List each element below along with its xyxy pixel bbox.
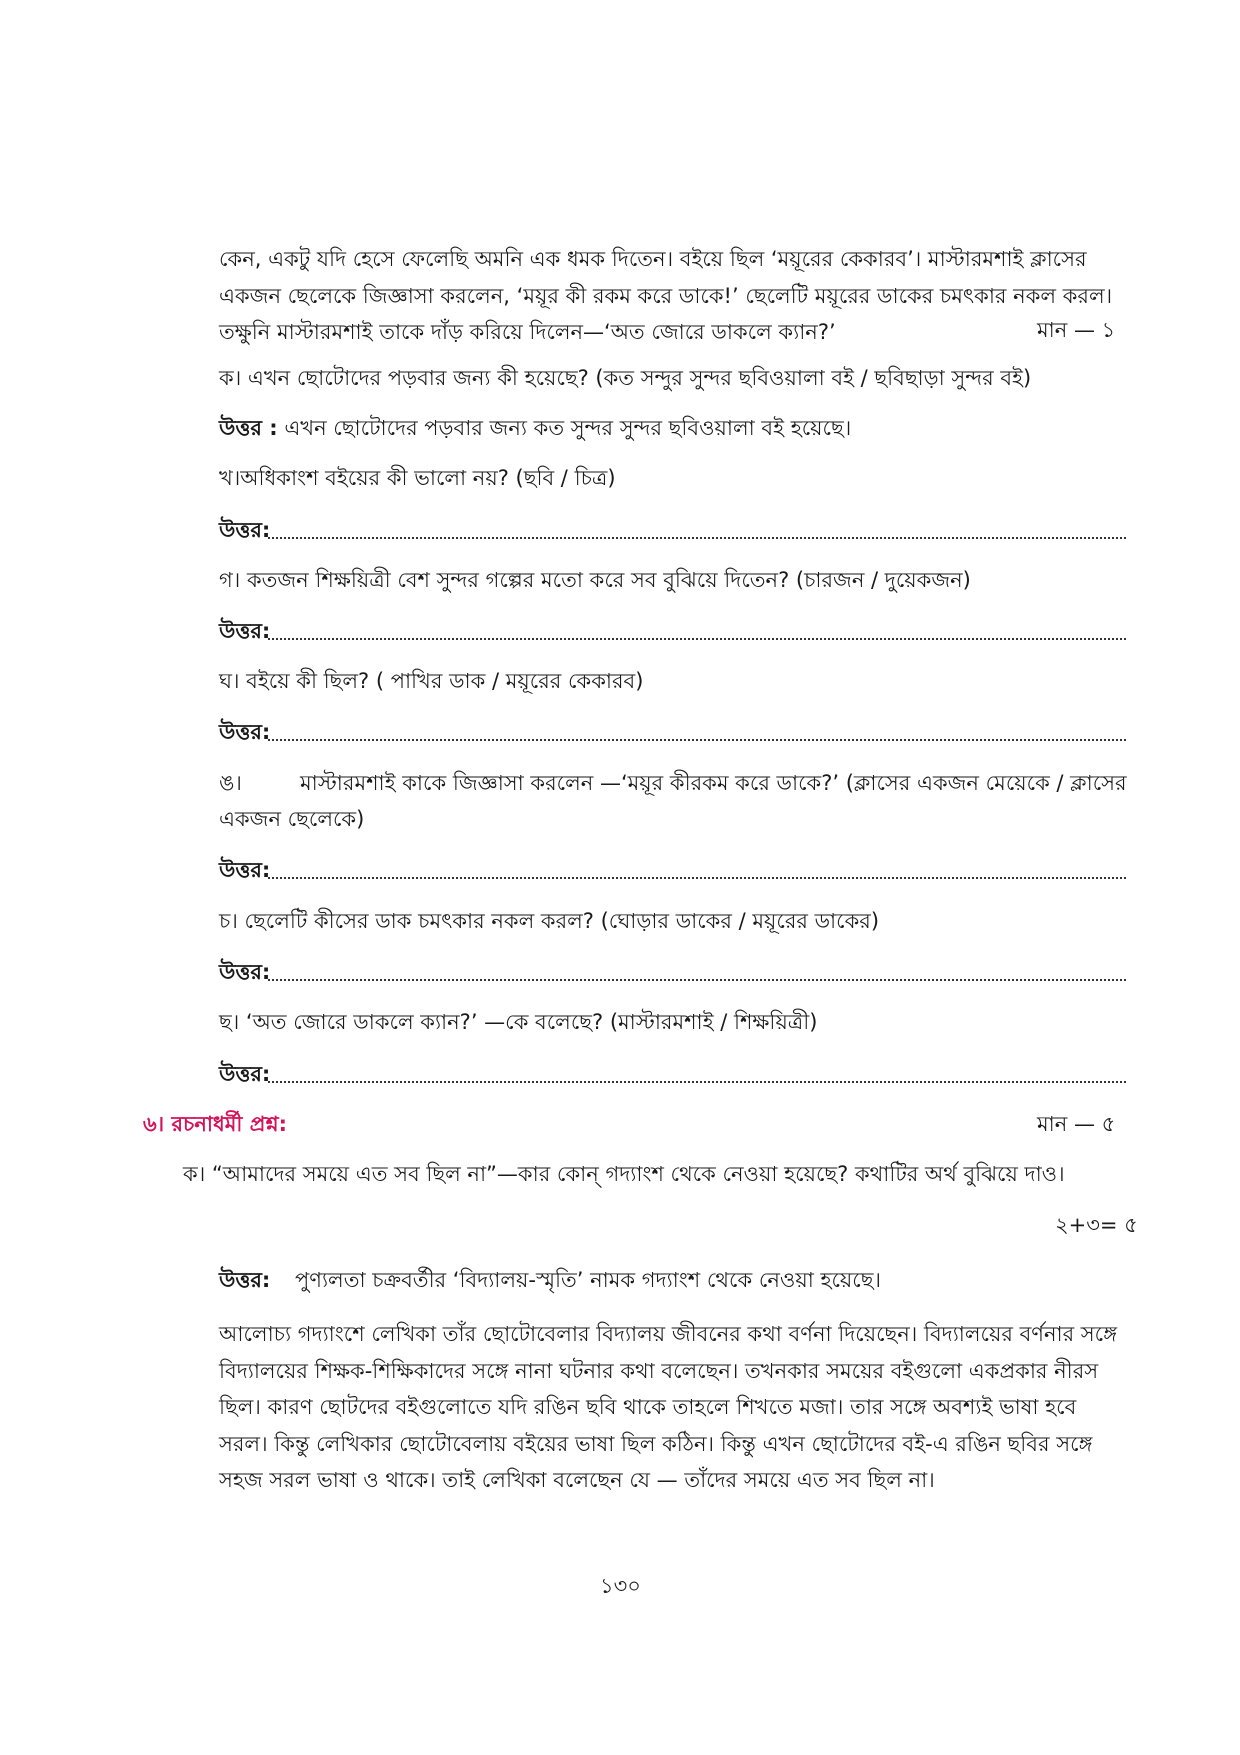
answer-blank-line	[268, 739, 1126, 741]
answer-label: উত্তর :	[219, 416, 278, 440]
answer-label: উত্তর:	[219, 858, 271, 882]
question-ga: গ। কতজন শিক্ষয়িত্রী বেশ সুন্দর গল্পের মতো করে সব বুঝিয়ে দিতেন? (চারজন / দুয়েকজন)	[219, 568, 971, 592]
answer-label: উত্তর:	[219, 1062, 271, 1086]
question-cha: চ। ছেলেটি কীসের ডাক চমৎকার নকল করল? (ঘোড়ার ডাকের / ময়ূরের ডাকের)	[219, 909, 880, 933]
answer-label: উত্তর:	[219, 720, 271, 744]
split-marks: ২+৩= ৫	[1055, 1213, 1138, 1237]
passage-line: তক্ষুনি মাস্টারমশাই তাকে দাঁড় করিয়ে দিলেন—‘অত জোরে ডাকলে ক্যান?’	[219, 320, 836, 344]
question-uma-number: ঙ।	[219, 771, 242, 795]
passage-line: কেন, একটু যদি হেসে ফেলেছি অমনি এক ধমক দিতেন। বইয়ে ছিল ‘ময়ূরের কেকারব’। মাস্টারমশাই ক্লাসের	[219, 247, 1087, 271]
essay-line: বিদ্যালয়ের শিক্ষক-শিক্ষিকাদের সঙ্গে নানা ঘটনার কথা বলেছেন। তখনকার সময়ের বইগুলো একপ্রকার নীরস	[219, 1358, 1099, 1383]
answer-label: উত্তর:	[219, 960, 271, 984]
section-heading: ৬। রচনাধর্মী প্রশ্ন:	[143, 1112, 288, 1136]
page-number: ১৩০	[600, 1574, 641, 1598]
answer-blank-line	[268, 537, 1126, 539]
question-kha: খ।অধিকাংশ বইয়ের কী ভালো নয়? (ছবি / চিত্র)	[219, 466, 616, 490]
essay-question: ক। “আমাদের সময়ে এত সব ছিল না”—কার কোন্ গদ্যাংশ থেকে নেওয়া হয়েছে? কথাটির অর্থ বুঝিয়ে দাও।	[183, 1162, 1065, 1186]
answer-blank-line	[268, 979, 1126, 981]
essay-line: আলোচ্য গদ্যাংশে লেখিকা তাঁর ছোটোবেলার বিদ্যালয় জীবনের কথা বর্ণনা দিয়েছেন। বিদ্যালয়ের বর্ণনার সঙ্গে	[219, 1322, 1118, 1346]
passage-line: একজন ছেলেকে জিজ্ঞাসা করলেন, ‘ময়ূর কী রকম করে ডাকে!’ ছেলেটি ময়ূরের ডাকের চমৎকার নকল করল।	[219, 283, 1113, 308]
marks-label: মান — ১	[1037, 318, 1116, 342]
answer-blank-line	[268, 638, 1126, 640]
answer-text: পুণ্যলতা চক্রবর্তীর ‘বিদ্যালয়-স্মৃতি’ নামক গদ্যাংশ থেকে নেওয়া হয়েছে।	[295, 1268, 881, 1292]
passage	[219, 241, 1127, 351]
question-uma: মাস্টারমশাই কাকে জিজ্ঞাসা করলেন —‘ময়ূর কীরকম করে ডাকে?’ (ক্লাসের একজন মেয়েকে / ক্লাসের	[300, 771, 1127, 795]
question-ka: ক। এখন ছোটোদের পড়বার জন্য কী হয়েছে? (কত সন্দুর সুন্দর ছবিওয়ালা বই / ছবিছাড়া সুন্দর বই)	[219, 366, 1032, 390]
essay-answer-first	[219, 1268, 881, 1293]
question-gha: ঘ। বইয়ে কী ছিল? ( পাখির ডাক / ময়ূরের কেকারব)	[219, 669, 644, 693]
essay-answer-body	[219, 1316, 1129, 1499]
answer-blank-line	[268, 1081, 1126, 1083]
essay-line: সহজ সরল ভাষা ও থাকে। তাই লেখিকা বলেছেন যে — তাঁদের সময়ে এত সব ছিল না।	[219, 1468, 935, 1492]
essay-line: ছিল। কারণ ছোটদের বইগুলোতে যদি রঙিন ছবি থাকে তাহলে শিখতে মজা। তার সঙ্গে অবশ্যই ভাষা হবে	[219, 1395, 1077, 1419]
essay-line: সরল। কিন্তু লেখিকার ছোটোবেলায় বইয়ের ভাষা ছিল কঠিন। কিন্তু এখন ছোটোদের বই-এ রঙিন ছবির সঙ্গে	[219, 1431, 1093, 1456]
answer-text: এখন ছোটোদের পড়বার জন্য কত সুন্দর সুন্দর ছবিওয়ালা বই হয়েছে।	[284, 416, 852, 440]
question-chha: ছ। ‘অত জোরে ডাকলে ক্যান?’ —কে বলেছে? (মাস্টারমশাই / শিক্ষয়িত্রী)	[219, 1010, 818, 1034]
answer-label: উত্তর:	[219, 619, 271, 643]
answer-ka	[219, 416, 851, 441]
answer-label: উত্তর:	[219, 518, 271, 542]
answer-blank-line	[268, 877, 1126, 879]
marks-label: মান — ৫	[1037, 1112, 1116, 1136]
question-uma-cont: একজন ছেলেকে)	[219, 807, 365, 831]
answer-label: উত্তর:	[219, 1268, 271, 1292]
